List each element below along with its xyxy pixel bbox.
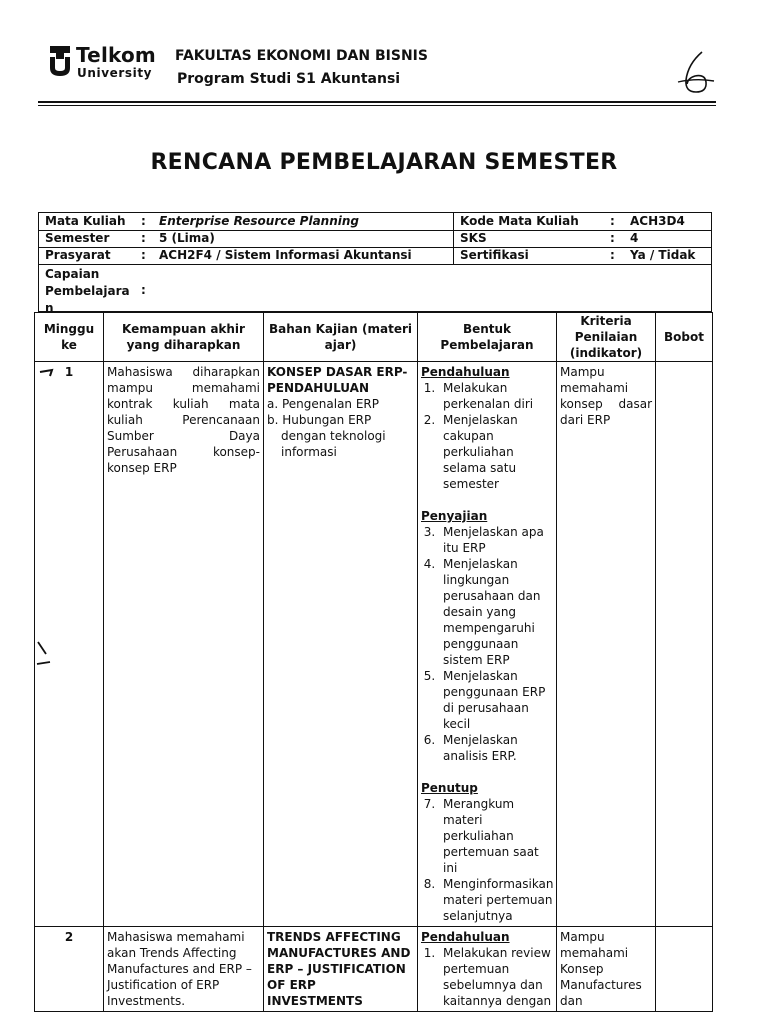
header-rule-thin	[38, 105, 716, 106]
program-name: Program Studi S1 Akuntansi	[177, 71, 401, 87]
header-kriteria-penilaian: Kriteria Penilaian (indikator)	[557, 313, 656, 362]
kode-value: ACH3D4	[630, 214, 685, 228]
bobot-cell	[656, 362, 713, 927]
list-item: 8. Menginformasikan materi pertemuan selanjutnya	[439, 876, 553, 924]
document-title: RENCANA PEMBELAJARAN SEMESTER	[150, 150, 618, 175]
week-number: 2	[35, 927, 104, 1012]
kriteria-cell: Mampu memahami Konsep Manufactures dan	[557, 927, 656, 1012]
table-row	[35, 927, 713, 1012]
bahan-title: KONSEP DASAR ERP-PENDAHULUAN	[267, 365, 408, 395]
kemampuan-cell: Mahasiswa memahami akan Trends Affecting Manufactures and ERP – Justification of ERP Investments.	[104, 927, 264, 1012]
header-kemampuan: Kemampuan akhir yang diharapkan	[104, 313, 264, 362]
table-header-row	[35, 313, 713, 362]
semester-value: 5 (Lima)	[159, 231, 215, 245]
info-row-sertifikasi	[453, 247, 712, 265]
list-item: 2. Menjelaskan cakupan perkuliahan selama satu semester	[439, 412, 553, 492]
section-heading: Penyajian	[421, 509, 488, 523]
list-item: 3. Menjelaskan apa itu ERP	[439, 524, 553, 556]
list-item: 5. Menjelaskan penggunaan ERP di perusahaan kecil	[439, 668, 553, 732]
rps-table	[34, 312, 713, 1012]
kode-label: Kode Mata Kuliah	[460, 214, 579, 228]
info-row-prasyarat	[39, 247, 453, 265]
sertifikasi-value: Ya / Tidak	[630, 248, 696, 262]
sks-value: 4	[630, 231, 639, 245]
prasyarat-value: ACH2F4 / Sistem Informasi Akuntansi	[159, 248, 412, 262]
semester-label: Semester	[45, 231, 110, 245]
info-row-mata-kuliah	[39, 213, 453, 231]
bentuk-pembelajaran-cell	[418, 927, 557, 1012]
bahan-kajian-cell	[264, 362, 418, 927]
colon: :	[610, 214, 615, 228]
colon: :	[141, 248, 146, 262]
colon: :	[141, 283, 146, 297]
info-row-kode	[453, 213, 712, 231]
activity-list	[421, 796, 553, 924]
telkom-university-logo	[48, 44, 72, 78]
mata-kuliah-label: Mata Kuliah	[45, 214, 126, 228]
scan-mark	[38, 364, 58, 384]
list-item: 6. Menjelaskan analisis ERP.	[439, 732, 553, 764]
section-heading: Penutup	[421, 781, 478, 795]
kriteria-cell: Mampu memahami konsep dasar dari ERP	[557, 362, 656, 927]
kemampuan-cell: Mahasiswa diharapkan mampu memahami kontrak kuliah mata kuliah Perencanaan Sumber Daya Perusahaan konsep-konsep ERP	[104, 362, 264, 927]
activity-list	[421, 380, 553, 492]
list-item: 4. Menjelaskan lingkungan perusahaan dan desain yang mempengaruhi penggunaan sistem ERP	[439, 556, 553, 668]
faculty-name: FAKULTAS EKONOMI DAN BISNIS	[175, 48, 428, 64]
prasyarat-label: Prasyarat	[45, 248, 111, 262]
capaian-label: Capaian Pembelajara n	[45, 267, 130, 315]
activity-list	[421, 524, 553, 764]
table-row	[35, 362, 713, 927]
bobot-cell	[656, 927, 713, 1012]
colon: :	[610, 248, 615, 262]
bahan-item: a. Pengenalan ERP	[267, 397, 380, 411]
handwritten-page-number	[676, 48, 716, 98]
logo-subtitle: University	[77, 66, 153, 80]
week-number: 1	[35, 362, 104, 927]
colon: :	[141, 214, 146, 228]
bahan-item: b. Hubungan ERP dengan teknologi informasi	[267, 413, 386, 459]
list-item: 1. Melakukan review pertemuan sebelumnya dan kaitannya dengan	[439, 945, 553, 1009]
header-bahan-kajian: Bahan Kajian (materi ajar)	[264, 313, 418, 362]
mata-kuliah-value: Enterprise Resource Planning	[159, 214, 360, 228]
scan-mark	[34, 640, 54, 676]
header-rule-thick	[38, 101, 716, 103]
section-heading: Pendahuluan	[421, 365, 510, 379]
section-heading: Pendahuluan	[421, 930, 510, 944]
sks-label: SKS	[460, 231, 487, 245]
sertifikasi-label: Sertifikasi	[460, 248, 529, 262]
list-item: 1. Melakukan perkenalan diri	[439, 380, 553, 412]
header-bobot: Bobot	[656, 313, 713, 362]
info-row-sks	[453, 230, 712, 248]
bentuk-pembelajaran-cell	[418, 362, 557, 927]
activity-list	[421, 945, 553, 1009]
list-item: 7. Merangkum materi perkuliahan pertemuan saat ini	[439, 796, 553, 876]
header-minggu: Minggu ke	[35, 313, 104, 362]
bahan-kajian-cell: TRENDS AFFECTING MANUFACTURES AND ERP – JUSTIFICATION OF ERP INVESTMENTS	[264, 927, 418, 1012]
colon: :	[141, 231, 146, 245]
colon: :	[610, 231, 615, 245]
header-bentuk-pembelajaran: Bentuk Pembelajaran	[418, 313, 557, 362]
logo-wordmark: Telkom	[76, 43, 156, 67]
info-row-semester	[39, 230, 453, 248]
course-info-grid	[38, 212, 712, 315]
